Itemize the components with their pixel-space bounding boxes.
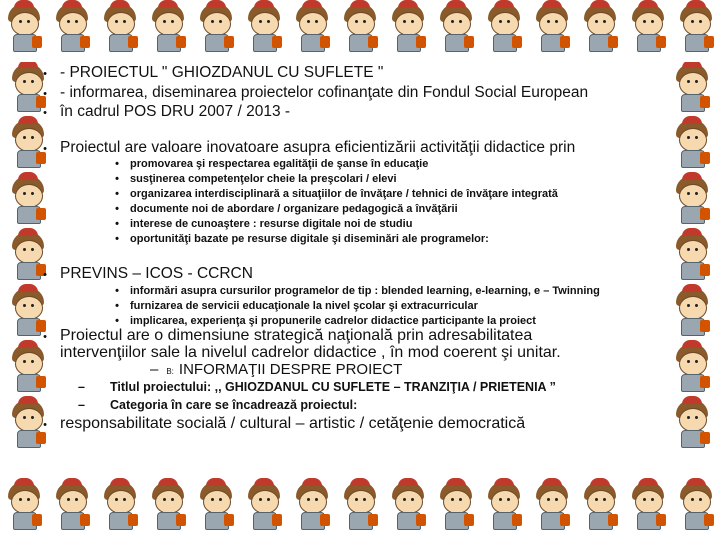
- schoolgirl-backpack-icon: [482, 482, 526, 534]
- bullet: •: [43, 331, 47, 343]
- info-header: [150, 361, 402, 378]
- bullet: •: [43, 269, 47, 281]
- bullet: •: [43, 68, 47, 80]
- schoolgirl-backpack-icon: [338, 4, 382, 56]
- info-dash: –: [150, 361, 159, 378]
- schoolgirl-backpack-icon: [2, 482, 46, 534]
- border-top: [0, 0, 720, 62]
- border-right: [664, 62, 720, 478]
- schoolgirl-backpack-icon: [626, 4, 670, 56]
- line-innovation: [38, 139, 575, 157]
- sub-item: [112, 188, 558, 200]
- pos-dru-text: în cadrul POS DRU 2007 / 2013 -: [60, 103, 291, 120]
- schoolgirl-backpack-icon: [338, 482, 382, 534]
- schoolgirl-backpack-icon: [674, 4, 718, 56]
- bullet: •: [115, 315, 119, 327]
- schoolgirl-backpack-icon: [670, 344, 714, 396]
- bullet: •: [115, 173, 119, 185]
- bullet: •: [115, 300, 119, 312]
- schoolgirl-backpack-icon: [2, 4, 46, 56]
- schoolgirl-backpack-icon: [386, 4, 430, 56]
- project-title-text: Titlul proiectului: ,, GHIOZDANUL CU SUFLETE – TRANZIŢIA / PRIETENIA ”: [110, 380, 556, 394]
- strategic-text: Proiectul are o dimensiune strategică naţională prin adresabilitatea: [60, 327, 533, 344]
- schoolgirl-backpack-icon: [626, 482, 670, 534]
- sub-item-text: interese de cunoaştere : resurse digitale noi de studiu: [130, 218, 413, 230]
- schoolgirl-backpack-icon: [6, 176, 50, 228]
- bullet: •: [115, 218, 119, 230]
- schoolgirl-backpack-icon: [242, 482, 286, 534]
- sub-item: [112, 315, 536, 327]
- line-previns: [38, 265, 253, 283]
- bullet: •: [115, 285, 119, 297]
- schoolgirl-backpack-icon: [50, 482, 94, 534]
- sub-item-text: implicarea, experienţa şi propunerile cadrelor didactice participante la proiect: [130, 315, 536, 327]
- schoolgirl-backpack-icon: [670, 64, 714, 116]
- schoolgirl-backpack-icon: [434, 482, 478, 534]
- sub-item-text: promovarea şi respectarea egalităţii de şanse în educaţie: [130, 158, 429, 170]
- bullet: •: [115, 158, 119, 170]
- schoolgirl-backpack-icon: [670, 288, 714, 340]
- sub-item-text: organizarea interdisciplinară a situaţiilor de învăţare / tehnici de învăţare integrată: [130, 188, 558, 200]
- line-category: [78, 398, 357, 412]
- innovation-text: Proiectul are valoare inovatoare asupra eficientizării activităţii didactice prin: [60, 139, 576, 156]
- schoolgirl-backpack-icon: [434, 4, 478, 56]
- schoolgirl-backpack-icon: [386, 482, 430, 534]
- bullet: •: [115, 188, 119, 200]
- project-name-text: - PROIECTUL " GHIOZDANUL CU SUFLETE ": [60, 64, 384, 81]
- slide-content: [43, 62, 664, 478]
- responsibility-text: responsabilitate socială / cultural – artistic / cetăţenie democratică: [60, 415, 526, 432]
- sub-item-text: informări asupra cursurilor programelor de tip : blended learning, e-learning, e – Twinning: [130, 285, 600, 297]
- sub-item-text: susţinerea competenţelor cheie la preşcolari / elevi: [130, 173, 397, 185]
- dash: –: [78, 380, 85, 394]
- schoolgirl-backpack-icon: [242, 4, 286, 56]
- bullet: •: [43, 419, 47, 431]
- sub-item: [112, 233, 489, 245]
- sub-item: [112, 218, 412, 230]
- schoolgirl-backpack-icon: [530, 4, 574, 56]
- line-pos-dru: [38, 103, 290, 121]
- line-title: [78, 380, 556, 394]
- sub-item: [112, 173, 397, 185]
- schoolgirl-backpack-icon: [146, 4, 190, 56]
- schoolgirl-backpack-icon: [670, 232, 714, 284]
- schoolgirl-backpack-icon: [290, 482, 334, 534]
- schoolgirl-backpack-icon: [98, 482, 142, 534]
- schoolgirl-backpack-icon: [98, 4, 142, 56]
- schoolgirl-backpack-icon: [578, 482, 622, 534]
- schoolgirl-backpack-icon: [146, 482, 190, 534]
- line-strategic: [38, 327, 532, 345]
- line-strategic-cont: [60, 344, 561, 362]
- dissemination-text: - informarea, diseminarea proiectelor cofinanţate din Fondul Social European: [60, 84, 589, 101]
- schoolgirl-backpack-icon: [50, 4, 94, 56]
- line-responsibility: [38, 415, 525, 433]
- schoolgirl-backpack-icon: [670, 120, 714, 172]
- schoolgirl-backpack-icon: [482, 4, 526, 56]
- schoolgirl-backpack-icon: [194, 482, 238, 534]
- sub-item-text: oportunităţi bazate pe resurse digitale şi diseminări ale programelor:: [130, 233, 489, 245]
- bullet: •: [43, 143, 47, 155]
- schoolgirl-backpack-icon: [530, 482, 574, 534]
- sub-item-text: furnizarea de servicii educaţionale la nivel şcolar şi extracurricular: [130, 300, 478, 312]
- schoolgirl-backpack-icon: [670, 400, 714, 452]
- info-prefix: B:: [166, 367, 174, 376]
- previns-text: PREVINS – ICOS - CCRCN: [60, 265, 253, 282]
- sub-item: [112, 300, 478, 312]
- schoolgirl-backpack-icon: [670, 176, 714, 228]
- sub-item: [112, 158, 428, 170]
- strategic-text-cont: intervenţiilor sale la nivelul cadrelor didactice , în mod coerent şi unitar.: [60, 344, 561, 361]
- border-bottom: [0, 478, 720, 540]
- dash: –: [78, 398, 85, 412]
- sub-item: [112, 285, 600, 297]
- bullet: •: [115, 233, 119, 245]
- info-label: INFORMAŢII DESPRE PROIECT: [178, 361, 403, 378]
- schoolgirl-backpack-icon: [578, 4, 622, 56]
- bullet: •: [43, 107, 47, 119]
- schoolgirl-backpack-icon: [6, 344, 50, 396]
- bullet: •: [43, 88, 47, 100]
- bullet: •: [115, 203, 119, 215]
- line-project-name: [38, 64, 383, 82]
- sub-item-text: documente noi de abordare / organizare pedagogică a învăţării: [130, 203, 458, 215]
- category-text: Categoria în care se încadrează proiectul:: [110, 398, 358, 412]
- schoolgirl-backpack-icon: [194, 4, 238, 56]
- schoolgirl-backpack-icon: [674, 482, 718, 534]
- sub-item: [112, 203, 458, 215]
- schoolgirl-backpack-icon: [290, 4, 334, 56]
- line-dissemination: [38, 84, 588, 102]
